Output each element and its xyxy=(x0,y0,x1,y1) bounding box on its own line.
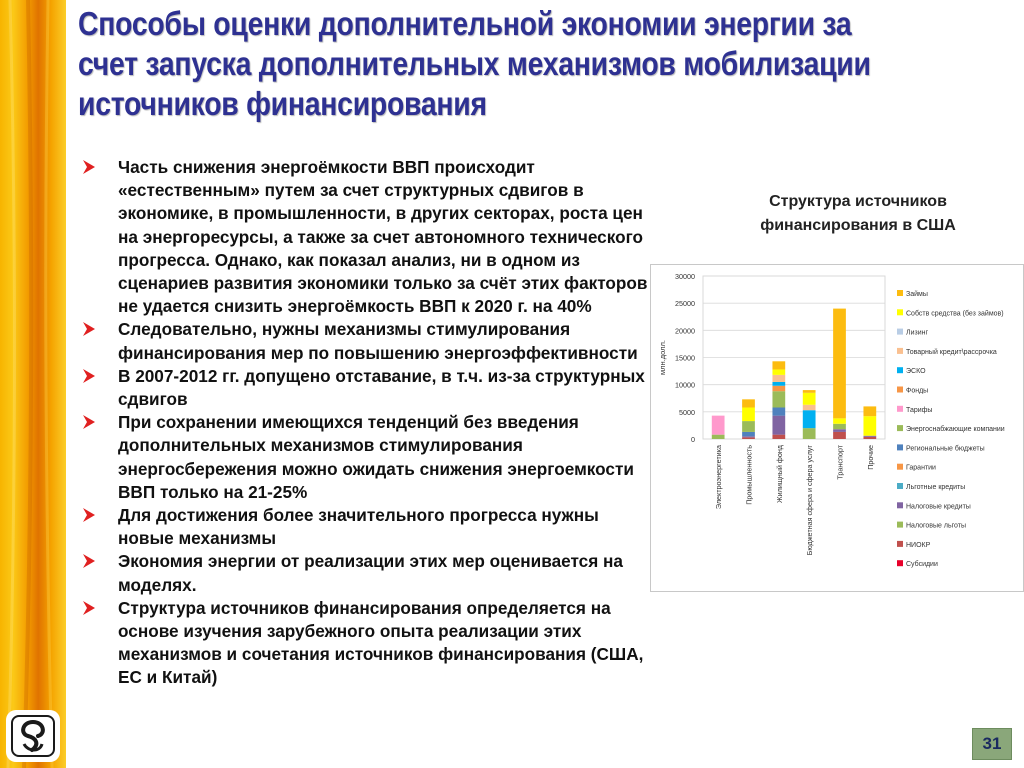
bar-segment xyxy=(742,407,755,421)
bar-segment xyxy=(863,437,876,439)
bar-segment xyxy=(712,416,725,435)
bar-segment xyxy=(712,435,725,439)
bar-segment xyxy=(803,405,816,410)
legend-label: Региональные бюджеты xyxy=(906,445,985,453)
bar-segment xyxy=(833,432,846,439)
bar-segment xyxy=(772,386,785,391)
bar-segment xyxy=(772,435,785,439)
legend-label: Налоговые льготы xyxy=(906,522,966,530)
legend-label: Займы xyxy=(906,291,928,298)
bar-segment xyxy=(833,429,846,432)
bar-segment xyxy=(772,361,785,369)
legend-swatch xyxy=(897,483,903,489)
bar-segment xyxy=(803,393,816,405)
legend-swatch xyxy=(897,290,903,296)
bar-segment xyxy=(772,375,785,382)
y-tick-label: 25000 xyxy=(675,299,695,309)
legend-label: Субсидии xyxy=(906,561,938,569)
bar-segment xyxy=(742,432,755,436)
bar-segment xyxy=(833,418,846,423)
bullet-item xyxy=(80,504,650,550)
legend-swatch xyxy=(897,348,903,354)
x-tick-label: Бюджетная сфера и сфера услуг xyxy=(805,445,815,556)
bullet-text: Структура источников финансирования определяется на основе изучения зарубежного опыта реализации этих механизмов и сочетания источников финансирования (США, ЕС и Китай) xyxy=(118,597,644,688)
y-tick-label: 5000 xyxy=(679,407,695,417)
bar-segment xyxy=(772,416,785,435)
x-tick-label: Транспорт xyxy=(835,445,845,480)
x-tick-label: Электроэнергетика xyxy=(714,445,724,510)
bar-segment xyxy=(803,410,816,428)
legend-label: НИОКР xyxy=(906,541,931,549)
legend-label: Гарантии xyxy=(906,464,936,472)
arrow-bullet-icon xyxy=(82,159,96,175)
bar-segment xyxy=(772,369,785,374)
legend-label: Льготные кредиты xyxy=(906,484,966,491)
bar-segment xyxy=(772,391,785,407)
bullet-item xyxy=(80,365,650,411)
legend-swatch xyxy=(897,425,903,431)
bullet-item xyxy=(80,411,650,504)
legend-label: Лизинг xyxy=(906,329,929,337)
arrow-bullet-icon xyxy=(82,368,96,384)
legend-swatch xyxy=(897,309,903,315)
legend-label: Товарный кредит\рассрочка xyxy=(906,348,997,356)
x-tick-label: Жилищный фонд xyxy=(774,445,784,503)
bar-segment xyxy=(742,399,755,407)
bullet-list xyxy=(80,156,650,690)
legend-label: Налоговые кредиты xyxy=(906,503,971,511)
bullet-text: При сохранении имеющихся тенденций без введения дополнительных механизмов стимулирования энергосбережения можно ожидать снижения энергоемкости ВВП только на 21-25% xyxy=(118,412,634,502)
bullet-item xyxy=(80,318,650,364)
chart-container xyxy=(650,264,1024,592)
x-tick-label: Промышленность xyxy=(744,445,754,505)
legend-swatch xyxy=(897,560,903,566)
bullet-item xyxy=(80,156,650,318)
legend-label: ЭСКО xyxy=(906,368,926,376)
arrow-bullet-icon xyxy=(82,414,96,430)
legend-label: Фонды xyxy=(906,387,929,395)
bullet-text: Экономия энергии от реализации этих мер оценивается на моделях. xyxy=(118,551,623,595)
y-axis-label: млн.долл. xyxy=(658,340,667,375)
chart-caption: Структура источников финансирования в США xyxy=(760,193,956,234)
bullet-text: Следовательно, нужны механизмы стимулирования финансирования мер по повышению энергоэффективности xyxy=(118,319,638,363)
arrow-bullet-icon xyxy=(82,600,96,616)
y-tick-label: 20000 xyxy=(675,326,695,336)
bullet-text: Для достижения более значительного прогресса нужны новые механизмы xyxy=(118,505,599,549)
bar-segment xyxy=(863,416,876,436)
decorative-sidebar xyxy=(0,0,66,768)
page-number: 31 xyxy=(972,728,1012,760)
legend-swatch xyxy=(897,502,903,508)
legend xyxy=(897,290,1005,568)
bullet-item xyxy=(80,550,650,596)
legend-swatch xyxy=(897,329,903,335)
stacked-bar-chart xyxy=(651,265,1023,591)
legend-swatch xyxy=(897,406,903,412)
bar-segment xyxy=(803,428,816,439)
bars xyxy=(712,309,876,439)
legend-label: Энергоснабжающие компании xyxy=(906,426,1005,434)
bar-segment xyxy=(863,406,876,416)
legend-swatch xyxy=(897,464,903,470)
slide-title: Способы оценки дополнительной экономии энергии за счет запуска дополнительных механизмов мобилизации источников финансирования xyxy=(78,5,871,122)
bar-segment xyxy=(772,407,785,415)
bullet-text: Часть снижения энергоёмкости ВВП происходит «естественным» путем за счет структурных сдвигов в экономике, в промышленности, в других секторах, роста цен на энергоресурсы, а также за счет автономного технического прогресса. Однако, как показал анализ, ни в одном из сценариев развития экономики только за счёт этих факторов не удается снизить энергоёмкость ВВП к 2020 г. на 40% xyxy=(118,157,648,317)
gridlines xyxy=(703,276,885,439)
y-tick-label: 0 xyxy=(691,435,695,444)
sidebar-texture xyxy=(0,0,66,768)
y-tick-label: 30000 xyxy=(675,272,695,281)
y-tick-label: 10000 xyxy=(675,380,695,390)
legend-swatch xyxy=(897,387,903,393)
bar-segment xyxy=(742,437,755,439)
x-tick-label: Прочие xyxy=(865,445,875,470)
bar-segment xyxy=(742,436,755,437)
bar-segment xyxy=(833,309,846,419)
bar-segment xyxy=(742,421,755,432)
bullet-text: В 2007-2012 гг. допущено отставание, в т.ч. из-за структурных сдвигов xyxy=(118,365,645,410)
legend-swatch xyxy=(897,367,903,373)
bullet-item xyxy=(80,597,650,690)
legend-swatch xyxy=(897,444,903,450)
bar-segment xyxy=(803,390,816,393)
legend-swatch xyxy=(897,541,903,547)
arrow-bullet-icon xyxy=(82,553,96,569)
y-tick-label: 15000 xyxy=(675,353,695,363)
legend-label: Собств средства (без займов) xyxy=(906,310,1004,318)
legend-swatch xyxy=(897,522,903,528)
organization-logo xyxy=(8,712,58,760)
arrow-bullet-icon xyxy=(82,321,96,337)
bar-segment xyxy=(863,436,876,437)
legend-label: Тарифы xyxy=(906,406,933,414)
arrow-bullet-icon xyxy=(82,507,96,523)
bar-segment xyxy=(772,382,785,386)
bar-segment xyxy=(833,424,846,429)
